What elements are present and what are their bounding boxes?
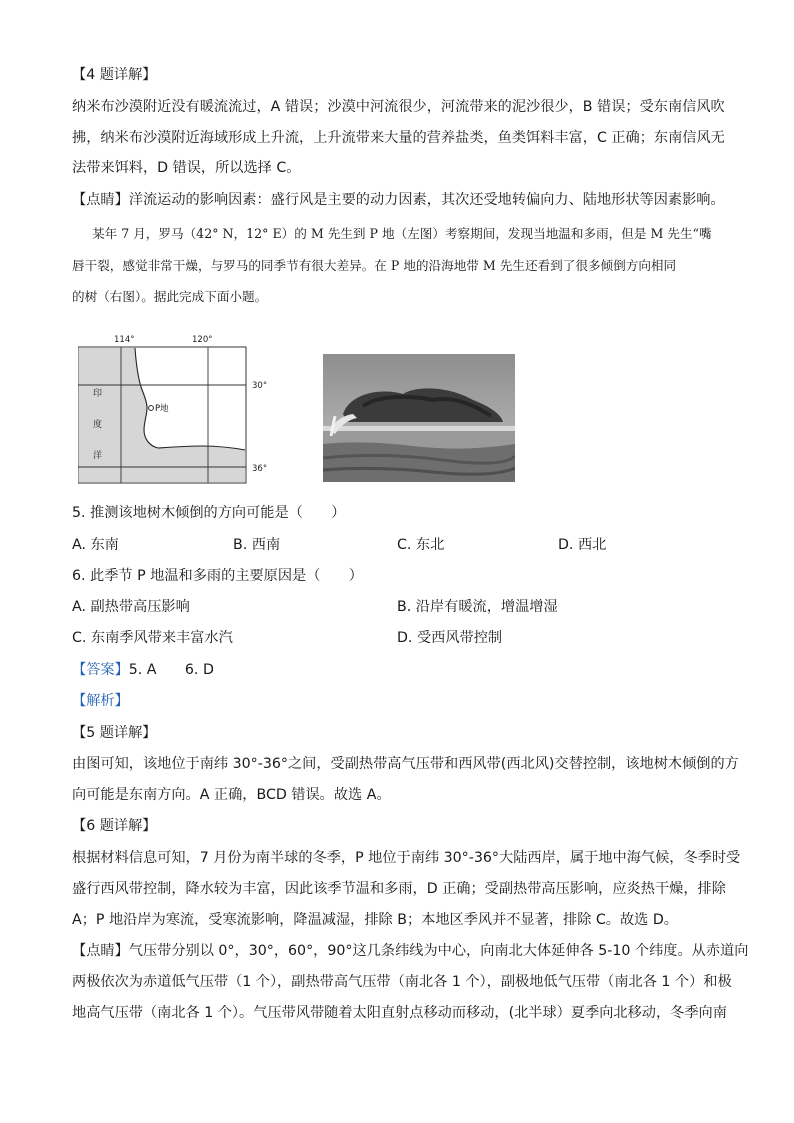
q4-text-line: 拂，纳米布沙漠附近海域形成上升流，上升流带来大量的营养盐类，鱼类饵料丰富，C 正确；东南信风无: [72, 130, 725, 146]
p-point-label: P地: [155, 404, 169, 414]
tip2-line: 【点睛】气压带分别以 0°，30°，60°，90°这几条纬线为中心，向南北大体延伸各 5-10 个纬度。从赤道向: [72, 943, 749, 959]
p-point-marker: [149, 406, 154, 411]
lat-label: 30°: [252, 381, 268, 391]
ocean-label: 印: [93, 389, 103, 399]
q5-option-d[interactable]: D. 西北: [558, 537, 607, 553]
location-map: [78, 332, 272, 484]
tip2-line: 地高气压带（南北各 1 个）。气压带风带随着太阳直射点移动而移动，(北半球）夏季向北移动，冬季向南: [72, 1005, 727, 1021]
answer-row: [72, 660, 214, 680]
q5-option-a[interactable]: A. 东南: [72, 537, 119, 553]
q4-heading: 【4 题详解】: [72, 67, 157, 83]
leaning-tree-photo: [323, 354, 515, 482]
passage-line: 的树（右图）。据此完成下面小题。: [72, 289, 268, 304]
q6-detail-heading: 【6 题详解】: [72, 818, 157, 834]
ocean-label: 洋: [93, 451, 103, 461]
q6-stem: 6. 此季节 P 地温和多雨的主要原因是（ ）: [72, 568, 363, 584]
q5-stem: 5. 推测该地树木倾倒的方向可能是（ ）: [72, 505, 346, 521]
q4-tip: 【点睛】洋流运动的影响因素：盛行风是主要的动力因素，其次还受地转偏向力、陆地形状等因素影响。: [72, 192, 725, 208]
answer-label: 【答案】: [72, 662, 129, 678]
tip2-line: 两极依次为赤道低气压带（1 个），副热带高气压带（南北各 1 个），副极地低气压带（南北各 1 个）和极: [72, 974, 732, 990]
q4-text-line: 纳米布沙漠附近没有暖流流过，A 错误；沙漠中河流很少，河流带来的泥沙很少，B 错误；受东南信风吹: [72, 99, 725, 115]
q6-option-b[interactable]: B. 沿岸有暖流，增温增湿: [397, 599, 558, 615]
q5-option-b[interactable]: B. 西南: [233, 537, 281, 553]
passage-line: 某年 7 月，罗马（42° N，12° E）的 M 先生到 P 地（左图）考察期间，发现当地温和多雨，但是 M 先生“嘴: [92, 226, 712, 241]
q6-option-a[interactable]: A. 副热带高压影响: [72, 599, 190, 615]
q4-text-line: 法带来饵料，D 错误，所以选择 C。: [72, 160, 301, 176]
analysis-label: 【解析】: [72, 693, 129, 709]
q6-detail-line: A；P 地沿岸为寒流，受寒流影响，降温减湿，排除 B；本地区季风并不显著，排除 C。故选 D。: [72, 912, 678, 928]
answer-value: 5. A 6. D: [128, 662, 214, 678]
q6-detail-line: 盛行西风带控制，降水较为丰富，因此该季节温和多雨，D 正确；受副热带高压影响，应炎热干燥，排除: [72, 881, 726, 897]
lon-label: 114°: [114, 335, 135, 345]
lon-label: 120°: [192, 335, 213, 345]
passage-line: 唇干裂，感觉非常干燥，与罗马的同季节有很大差异。在 P 地的沿海地带 M 先生还看到了很多倾倒方向相同: [72, 258, 677, 273]
lat-label: 36°: [252, 464, 268, 474]
q5-detail-line: 向可能是东南方向。A 正确，BCD 错误。故选 A。: [72, 787, 391, 803]
q5-detail-heading: 【5 题详解】: [72, 725, 157, 741]
q6-detail-line: 根据材料信息可知，7 月份为南半球的冬季，P 地位于南纬 30°-36°大陆西岸，属于地中海气候，冬季时受: [72, 850, 741, 866]
ocean-label: 度: [93, 420, 103, 430]
q5-option-c[interactable]: C. 东北: [397, 537, 445, 553]
q6-option-d[interactable]: D. 受西风带控制: [397, 630, 503, 646]
q6-option-c[interactable]: C. 东南季风带来丰富水汽: [72, 630, 233, 646]
q5-detail-line: 由图可知，该地位于南纬 30°-36°之间，受副热带高气压带和西风带(西北风)交替控制，该地树木倾倒的方: [72, 756, 739, 772]
